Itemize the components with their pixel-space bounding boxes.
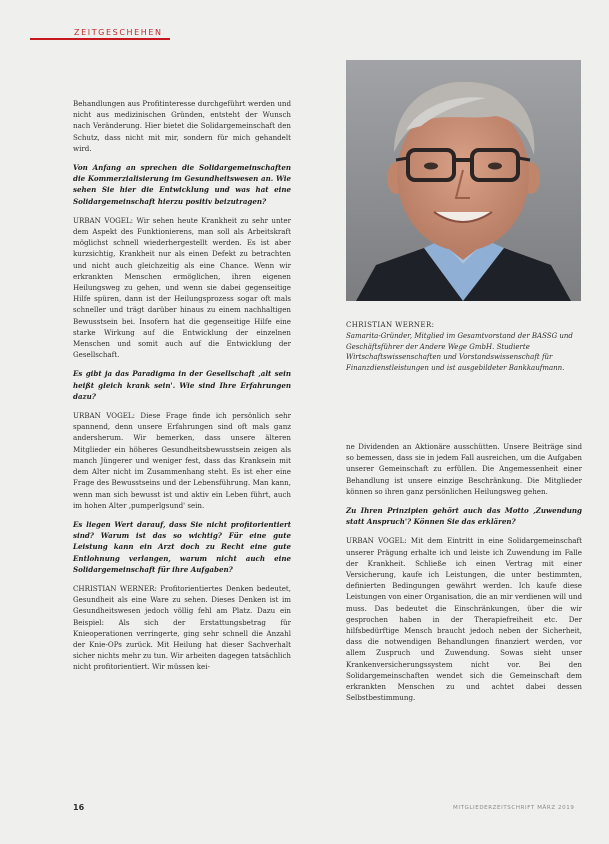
interview-answer: Behandlungen aus Profitinteresse durchgeführt werden und nicht aus medizinischen Gründen, entsteht der Wunsch nach Veränderung. Hier bietet die Solidargemeinschaft den Schutz, dass nicht mit mir, sondern für mich gehandelt wird.	[73, 99, 291, 153]
interview-question: Es liegen Wert darauf, dass Sie nicht profitorientiert sind? Warum ist das so wichtig? Für eine gute Leistung kann ein Arzt doch zu Recht eine gute Entlohnung verlangen, warum nicht auch eine Solidargemeinschaft für ihre Aufgaben?	[73, 519, 291, 574]
interview-answer: URBAN VOGEL: Mit dem Eintritt in eine Solidargemeinschaft unserer Prägung erhalte ich und leiste ich Zuwendung im Falle der Krankheit. Schließe ich einen Vertrag mit einer Versicherung, kaufe ich Leistungen, die unter bestimmten, definierten Bedingungen gewährt werden. Ich kaufe diese Leistungen von einer Organisation, die an mir verdienen will und muss. Das bedeutet die Einschränkungen, über die wir gesprochen haben in der Therapiefreiheit etc. Der hilfsbedürftige Mensch braucht jedoch neben der Sicherheit, dass die notwendigen Behandlungen finanziert werden, vor allem Zuspruch und Zuwendung. Sowas sieht unser Krankenversicherungssystem nicht vor. Bei den Solidargemeinschaften wendet sich die Gemeinschaft dem erkrankten Menschen zu und achtet dabei dessen Selbstbestimmung.	[346, 536, 582, 703]
page-number: 16	[73, 803, 85, 812]
interview-answer: URBAN VOGEL: Wir sehen heute Krankheit zu sehr unter dem Aspekt des Funktionierens, man soll als Arbeitskraft möglichst schnell wiederhergestellt werden. Es ist aber kurzsichtig, Krankheit nur als einen Defekt zu betrachten und nicht auch gleichzeitig als eine Chance. Wenn wir erkrankten Menschen ermöglichen, ihren eigenen Heilungsweg zu gehen, und wenn sie dabei gegenseitige Hilfe spüren, dann ist der Heilungsprozess sogar oft mals schneller und trägt darüber hinaus zu einem nachhaltigen Bewusstsein bei. Insofern hat die gegenseitige Hilfe eine starke Wirkung auf die Entwicklung der einzelnen Menschen und somit auch auf die Entwicklung der Gesellschaft.	[73, 215, 291, 360]
portrait-photo	[346, 60, 581, 301]
caption-name: CHRISTIAN WERNER:	[346, 321, 435, 329]
caption-text: Samarita-Gründer, Mitglied im Gesamtvorstand der BASSG und Geschäftsführer der Andere Wege GmbH. Studierte Wirtschaftswissenschaften und Vorstandswissenschaft für Finanzdienstleistungen und ist ausgebildeter Bankkaufmann.	[346, 331, 573, 373]
interview-answer: ne Dividenden an Aktionäre ausschütten. Unsere Beiträge sind so bemessen, dass sie in jedem Fall ausreichen, um die Aufgaben unserer Gemeinschaft zu erfüllen. Die Angemessenheit einer Behandlung ist unsere einzige Beschränkung. Die Mitglieder können so ihren ganz persönlichen Heilungsweg gehen.	[346, 442, 582, 496]
section-rule	[30, 38, 170, 40]
right-column	[346, 441, 582, 711]
section-label: ZEITGESCHEHEN	[74, 28, 163, 37]
photo-caption	[346, 320, 581, 374]
interview-question: Es gibt ja das Paradigma in der Gesellschaft ‚alt sein heißt gleich krank sein'. Wie sind Ihre Erfahrungen dazu?	[73, 369, 291, 401]
running-footer: MITGLIEDERZEITSCHRIFT MÄRZ 2019	[453, 805, 575, 811]
left-column	[73, 98, 291, 681]
interview-question: Von Anfang an sprechen die Solidargemeinschaften die Kommerzialisierung im Gesundheitswesen an. Wie sehen Sie hier die Entwicklung und was hat eine Solidargemeinschaft hierzu positiv beizutragen?	[73, 163, 291, 206]
portrait-image	[346, 60, 581, 301]
interview-answer: URBAN VOGEL: Diese Frage finde ich persönlich sehr spannend, denn unsere Erfahrungen sind oft mals ganz andersherum. Wir bemerken, dass unsere älteren Mitglieder ein höheres Gesundheitsbewusstsein zeigen als manch Jüngerer und weniger fest, dass das Kranksein mit dem Alter nicht im Zusammenhang steht. Es ist eher eine Frage des Bewusstseins und der Lebensführung. Man kann, wenn man sich bewusst ist und aktiv ein Leben führt, auch im hohen Alter ‚pumperlgsund' sein.	[73, 411, 291, 510]
interview-answer: CHRISTIAN WERNER: Profitorientiertes Denken bedeutet, Gesundheit als eine Ware zu sehen. Dieses Denken ist im Gesundheitswesen jedoch völlig fehl am Platz. Dazu ein Beispiel: Als sich der Erstattungsbetrag für Knieoperationen verringerte, ging sehr schnell die Anzahl der Knie-OPs zurück. Mit Heilung hat dieser Sachverhalt sicher nichts mehr zu tun. Wir arbeiten dagegen tatsächlich nicht profitorientiert. Wir müssen kei-	[73, 583, 291, 672]
interview-question: Zu Ihren Prinzipien gehört auch das Motto ‚Zuwendung statt Anspruch'? Können Sie das erklären?	[346, 506, 582, 527]
